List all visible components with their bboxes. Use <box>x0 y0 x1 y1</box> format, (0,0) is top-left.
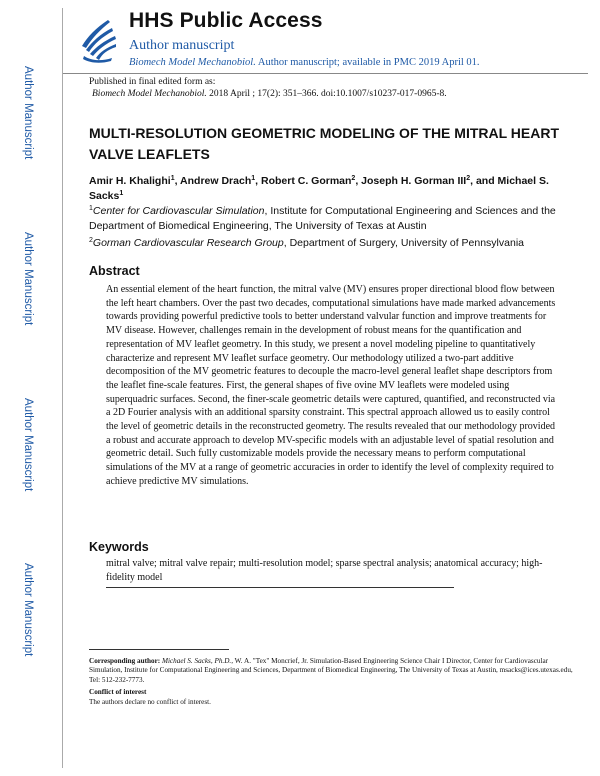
author-separator: , <box>255 175 261 187</box>
published-label: Published in final edited form as: <box>89 77 216 87</box>
author-separator: , and <box>470 175 498 187</box>
author-manuscript-subtitle: Author manuscript <box>129 38 235 53</box>
margin-label-author-manuscript: Author Manuscript <box>22 66 34 160</box>
keywords-heading: Keywords <box>89 540 149 554</box>
author-name: Robert C. Gorman <box>260 175 352 187</box>
conflict-of-interest-heading: Conflict of interest <box>89 688 147 696</box>
author-affiliation-mark: 1 <box>170 175 175 182</box>
footnote-divider <box>89 649 229 650</box>
author-name: Andrew Drach <box>180 175 252 187</box>
paper-title: MULTI-RESOLUTION GEOMETRIC MODELING OF THE MITRAL HEART VALVE LEAFLETS <box>89 125 560 162</box>
hhs-eagle-logo-icon <box>78 16 122 64</box>
published-journal: Biomech Model Mechanobiol. <box>92 89 207 99</box>
conflict-of-interest-text: The authors declare no conflict of interest. <box>89 698 211 706</box>
hhs-public-access-title: HHS Public Access <box>129 9 323 32</box>
author-list <box>89 174 569 204</box>
affiliation-rest: , Department of Surgery, University of Pennsylvania <box>283 237 524 249</box>
affiliation-mark: 2 <box>89 237 93 244</box>
corresponding-name: Michael S. Sacks, Ph.D., <box>161 657 234 665</box>
header-citation <box>129 57 480 68</box>
published-citation <box>92 89 447 99</box>
affiliation-center: Gorman Cardiovascular Research Group <box>92 237 284 249</box>
corresponding-author-footnote <box>89 657 575 685</box>
author-separator: , <box>174 175 181 187</box>
corresponding-details: W. A. "Tex" Moncrief, Jr. Simulation-Based Engineering Science Chair I Director, Center for Cardiovascular Simulation, Institute for Computational Engineering and Sciences, Department of Biomedical Engineering, The University of Texas at Austin, msacks@ices.utexas.edu, Tel: 512-232-7773. <box>89 657 573 684</box>
abstract-body: An essential element of the heart function, the mitral valve (MV) ensures proper directional blood flow between the left heart chambers. Over the past two decades, computational simulations have made marked advancements towards providing powerful predictive tools to better understand valvular function and improve treatments for MV disease. However, challenges remain in the development of robust means for the quantification and representation of MV leaflet geometry. In this study, we present a novel modeling pipeline to quantitatively characterize and represent MV leaflet surface geometry. Our methodology utilized a two-part additive decomposition of the MV geometric features to decouple the macro-level general leaflet shape descriptors from the leaflet fine-scale features. First, the general shapes of five ovine MV leaflets were modeled using superquadric surfaces. Second, the finer-scale geometric details were captured, quantified, and reconstructed via a 2D Fourier analysis with an additional sparsity constraint. This spectral approach allowed us to easily control the level of geometric details in the reconstructed geometry. The results revealed that our methodology provided a robust and accurate approach to develop MV-specific models with an adjustable level of spatial resolution and geometric detail. Such fully customizable models provide the necessary means to perform computational simulations of the MV at a range of geometric accuracies in order to identify the level of complexity required to achieve predictive MV simulations. <box>106 284 556 487</box>
header-citation-rest: Author manuscript; available in PMC 2019 April 01. <box>255 57 480 68</box>
affiliation-rest: , Institute for Computational Engineering and Sciences and the Department of Biomedical Engineering, The University of Texas at Austin <box>89 205 556 232</box>
author-affiliation-mark: 1 <box>119 190 124 197</box>
margin-label-author-manuscript: Author Manuscript <box>22 232 34 326</box>
affiliation-2 <box>89 236 569 251</box>
author-name: Michael S. Sacks <box>89 175 549 202</box>
header-divider <box>63 73 588 74</box>
affiliation-mark: 1 <box>89 205 93 212</box>
affiliation-1 <box>89 204 569 234</box>
header-citation-journal: Biomech Model Mechanobiol. <box>129 57 256 68</box>
margin-label-author-manuscript: Author Manuscript <box>22 563 34 657</box>
author-separator: , <box>355 175 362 187</box>
published-details: 2018 April ; 17(2): 351–366. doi:10.1007/s10237-017-0965-8. <box>206 89 447 99</box>
author-name: Amir H. Khalighi <box>89 175 171 187</box>
author-name: Joseph H. Gorman III <box>361 175 467 187</box>
affiliation-center: Center for Cardiovascular Simulation <box>92 205 265 217</box>
margin-divider <box>62 8 63 768</box>
author-affiliation-mark: 2 <box>466 175 471 182</box>
keywords-divider <box>106 587 454 588</box>
keywords-body: mitral valve; mitral valve repair; multi-resolution model; sparse spectral analysis; anatomical accuracy; high-fidelity model <box>106 558 543 583</box>
author-affiliation-mark: 1 <box>251 175 256 182</box>
author-affiliation-mark: 2 <box>351 175 356 182</box>
corresponding-label: Corresponding author: <box>89 657 161 665</box>
margin-label-author-manuscript: Author Manuscript <box>22 398 34 492</box>
abstract-heading: Abstract <box>89 264 140 278</box>
